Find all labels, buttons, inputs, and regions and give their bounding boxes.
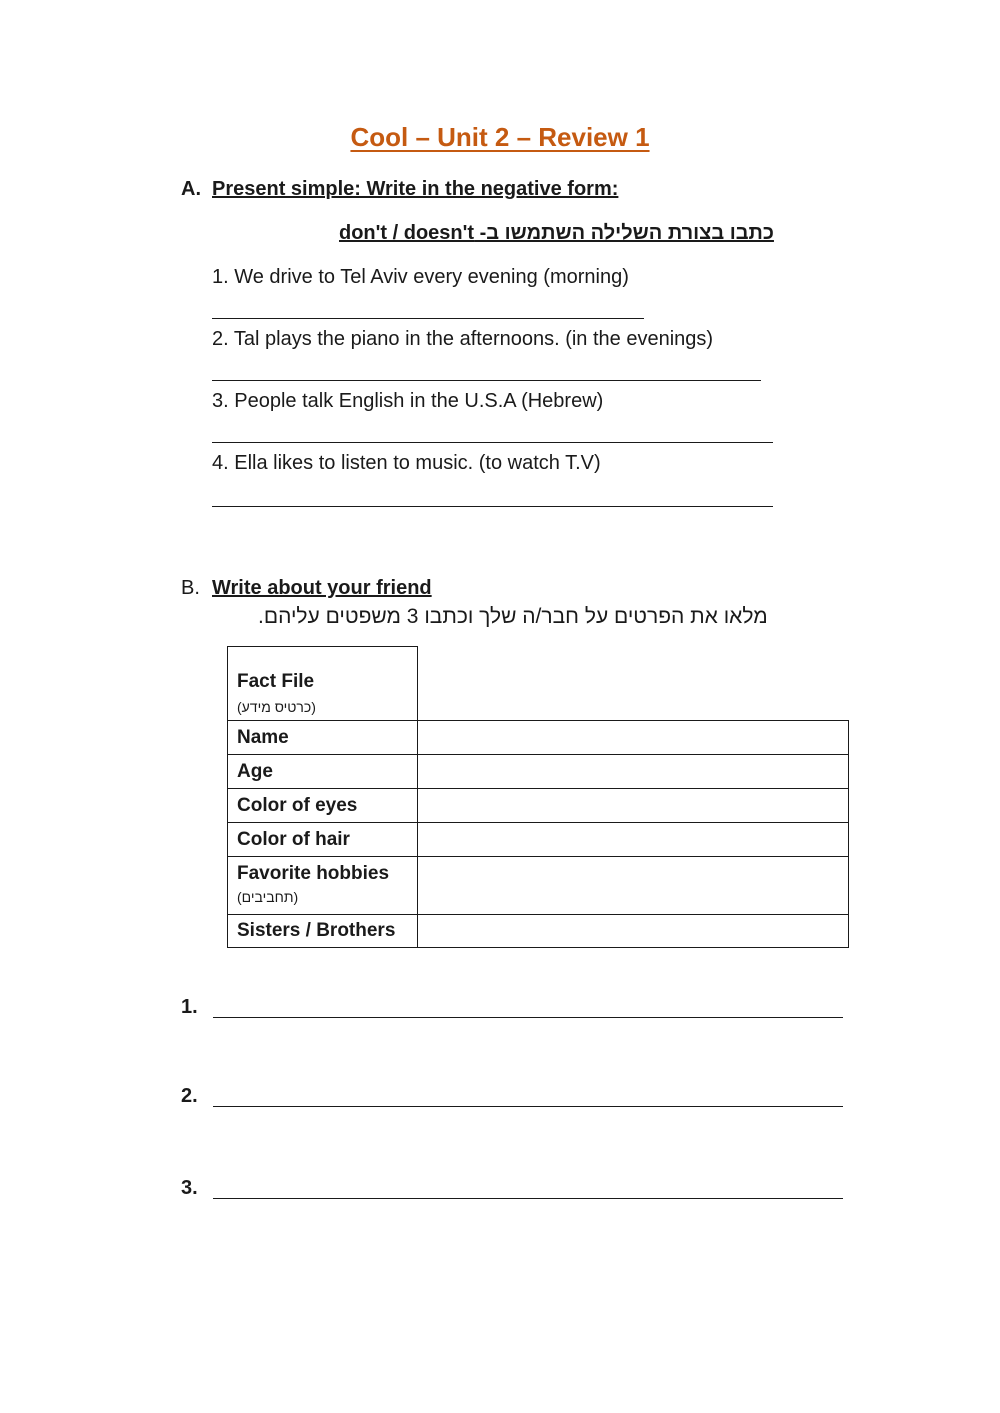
sentence-line-2[interactable] xyxy=(213,1106,843,1107)
fact-label-cell-age xyxy=(227,754,418,789)
fact-value-cell-eyes[interactable] xyxy=(417,788,849,823)
fact-value-cell-hair[interactable] xyxy=(417,822,849,857)
sentence-number-2: 2. xyxy=(181,1085,198,1107)
sentence-number-1: 1. xyxy=(181,996,198,1018)
answer-line-4[interactable] xyxy=(212,506,773,507)
answer-line-1[interactable] xyxy=(212,318,644,319)
section-b-heading: Write about your friend xyxy=(212,577,432,599)
exercise-item-2: 2. Tal plays the piano in the afternoons. (in the evenings) xyxy=(212,328,714,350)
fact-label-eyes: Color of eyes xyxy=(237,795,358,816)
fact-value-cell-age[interactable] xyxy=(417,754,849,789)
section-a-letter: A. xyxy=(181,178,201,200)
fact-file-header-sub-text: (כרטיס מידע) xyxy=(237,699,316,715)
fact-file-header-cell xyxy=(227,646,418,721)
answer-line-3[interactable] xyxy=(212,442,773,443)
fact-label-cell-siblings xyxy=(227,914,418,948)
section-a-heading: Present simple: Write in the negative form: xyxy=(212,178,619,200)
fact-label-age: Age xyxy=(237,761,273,782)
exercise-item-1: 1. We drive to Tel Aviv every evening (morning) xyxy=(212,266,629,288)
section-a-hebrew-instruction xyxy=(339,222,774,245)
sentence-line-3[interactable] xyxy=(213,1198,843,1199)
fact-label-hobbies: Favorite hobbies xyxy=(237,863,390,884)
fact-value-cell-name[interactable] xyxy=(417,720,849,755)
fact-label-hair: Color of hair xyxy=(237,829,350,850)
fact-sub-hobbies-text: (תחביבים) xyxy=(237,889,299,905)
fact-value-cell-hobbies[interactable] xyxy=(417,856,849,915)
fact-file-header: Fact File xyxy=(237,671,315,692)
answer-line-2[interactable] xyxy=(212,380,761,381)
fact-label-name: Name xyxy=(237,727,289,748)
page-title: Cool – Unit 2 – Review 1 xyxy=(350,122,650,152)
fact-label-cell-hair xyxy=(227,822,418,857)
section-b-hebrew-instruction: מלאו את הפרטים על חבר/ה שלך וכתבו 3 משפטים עליהם. xyxy=(258,605,768,628)
exercise-item-3: 3. People talk English in the U.S.A (Hebrew) xyxy=(212,390,604,412)
fact-label-cell-hobbies xyxy=(227,856,418,915)
exercise-item-4: 4. Ella likes to listen to music. (to watch T.V) xyxy=(212,452,601,474)
fact-file-header-sub xyxy=(237,699,316,715)
fact-value-cell-siblings[interactable] xyxy=(417,914,849,948)
fact-sub-hobbies xyxy=(237,889,298,905)
fact-label-cell-eyes xyxy=(227,788,418,823)
sentence-number-3: 3. xyxy=(181,1177,198,1199)
sentence-line-1[interactable] xyxy=(213,1017,843,1018)
section-b-letter: B. xyxy=(181,577,200,599)
section-a-hebrew-text: כתבו בצורת השלילה השתמשו ב- don't / doesn't xyxy=(339,222,774,244)
fact-label-siblings: Sisters / Brothers xyxy=(237,920,396,941)
fact-label-cell-name xyxy=(227,720,418,755)
